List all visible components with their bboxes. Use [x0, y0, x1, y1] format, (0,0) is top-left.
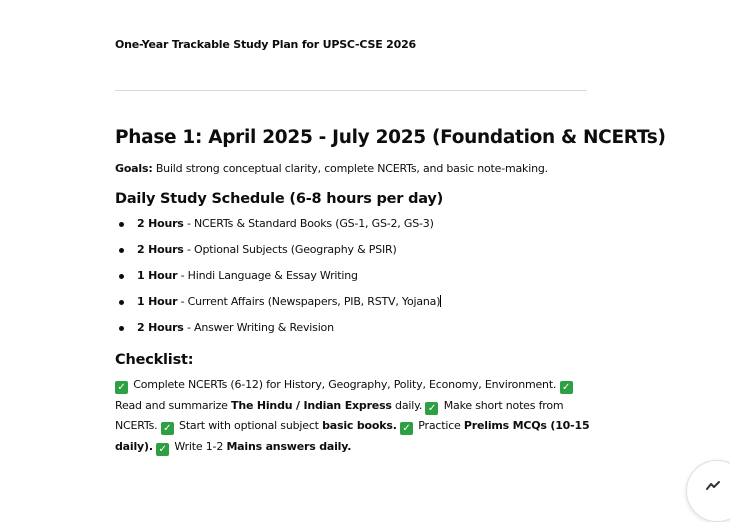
list-item — [115, 269, 441, 295]
check-mark-icon: ✓ — [161, 422, 174, 435]
floating-action-button[interactable] — [686, 460, 730, 522]
schedule-list — [115, 217, 441, 347]
schedule-heading: Daily Study Schedule (6-8 hours per day) — [115, 191, 444, 207]
checklist-bold: The Hindu / Indian Express — [231, 398, 392, 412]
checklist-paragraph — [115, 375, 593, 457]
bullet-icon — [119, 326, 124, 331]
checklist-bold: Prelims MCQs (10-15 daily). — [115, 419, 590, 453]
schedule-hours: 2 Hours — [137, 321, 184, 334]
checklist-text: Practice — [414, 419, 464, 432]
checklist-text: Write 1-2 — [171, 439, 227, 453]
schedule-hours: 2 Hours — [137, 243, 184, 256]
check-mark-icon: ✓ — [400, 422, 413, 435]
bullet-icon — [119, 300, 124, 305]
schedule-text: - Answer Writing & Revision — [183, 321, 334, 334]
checklist-text: Start with optional subject — [175, 419, 323, 432]
check-mark-icon: ✓ — [425, 402, 438, 415]
checklist-text: daily. — [391, 398, 426, 412]
list-item — [115, 321, 441, 347]
check-mark-icon: ✓ — [560, 381, 573, 394]
checklist-bold: basic books. — [322, 419, 397, 432]
list-item — [115, 217, 441, 243]
goals-paragraph — [115, 162, 548, 175]
list-item — [115, 243, 441, 269]
check-mark-icon: ✓ — [156, 443, 169, 456]
schedule-text: - NCERTs & Standard Books (GS-1, GS-2, GS-3) — [183, 217, 434, 230]
goals-label: Goals: — [115, 162, 153, 175]
bullet-icon — [119, 248, 124, 253]
checklist-text: Complete NCERTs (6-12) for History, Geography, Polity, Economy, Environment. — [130, 378, 560, 391]
checklist-bold: Mains answers daily. — [226, 439, 352, 453]
checklist-text: Read and summarize — [115, 398, 232, 412]
divider — [115, 90, 587, 91]
bullet-icon — [119, 222, 124, 227]
schedule-text: - Current Affairs (Newspapers, PIB, RSTV, Yojana) — [177, 295, 441, 308]
schedule-text: - Optional Subjects (Geography & PSIR) — [183, 243, 397, 256]
goals-text: Build strong conceptual clarity, complete NCERTs, and basic note-making. — [152, 162, 548, 175]
scroll-action-icon — [701, 475, 725, 499]
bullet-icon — [119, 274, 124, 279]
text-cursor — [440, 295, 441, 307]
schedule-hours: 2 Hours — [137, 217, 184, 230]
list-item — [115, 295, 441, 321]
phase-heading: Phase 1: April 2025 - July 2025 (Foundation & NCERTs) — [115, 127, 666, 148]
checklist-text: Make short notes from NCERTs. — [115, 398, 564, 432]
schedule-hours: 1 Hour — [137, 269, 178, 282]
schedule-hours: 1 Hour — [137, 295, 178, 308]
check-mark-icon: ✓ — [115, 381, 128, 394]
schedule-text: - Hindi Language & Essay Writing — [177, 269, 358, 282]
checklist-heading: Checklist: — [115, 352, 194, 368]
document-title: One-Year Trackable Study Plan for UPSC-CSE 2026 — [115, 38, 416, 51]
